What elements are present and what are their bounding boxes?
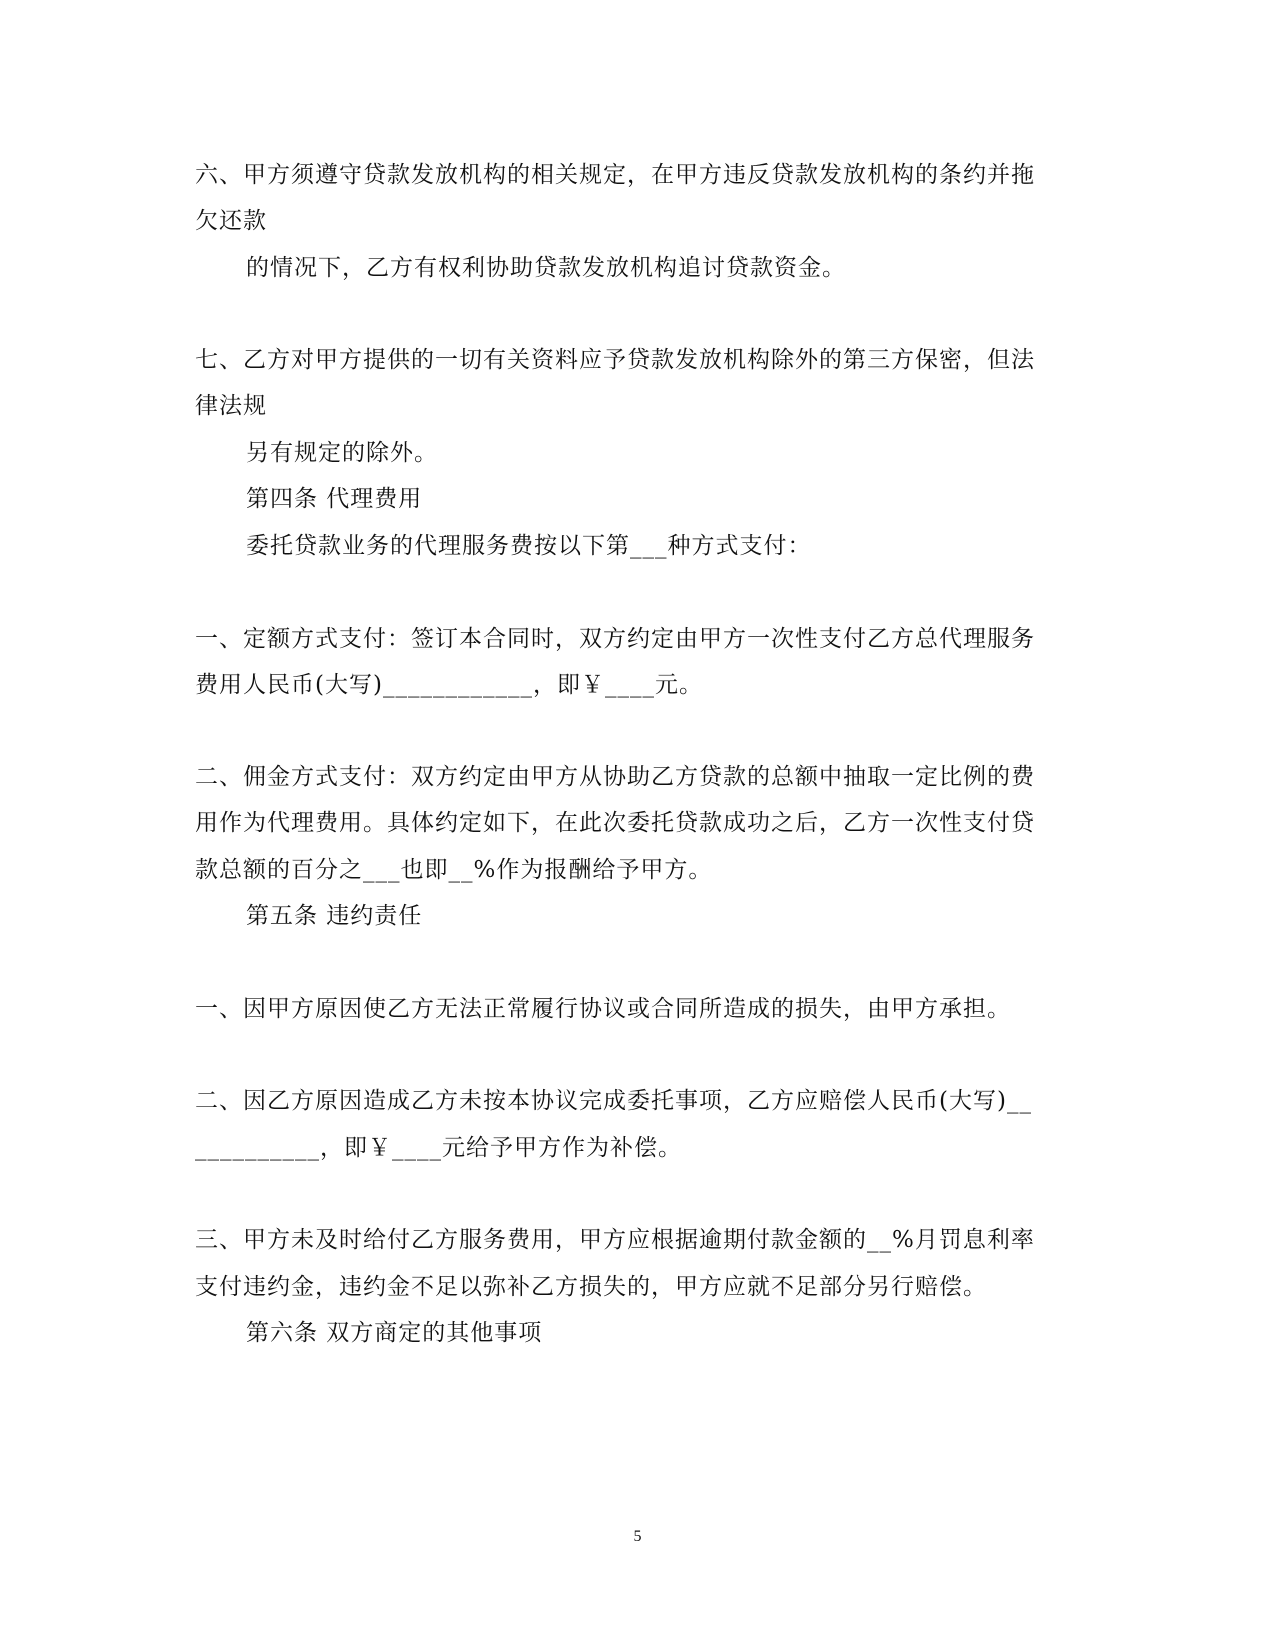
clause-6-line-2: 欠还款 <box>195 208 267 234</box>
clause-6-line-1: 六、甲方须遵守贷款发放机构的相关规定，在甲方违反贷款发放机构的条约并拖 <box>195 162 1035 188</box>
fixed-payment-line-2: 费用人民币(大写)____________，即￥____元。 <box>195 672 703 698</box>
liability-3-line-2: 支付违约金，违约金不足以弥补乙方损失的，甲方应就不足部分另行赔偿。 <box>195 1274 987 1300</box>
clause-7-line-2: 律法规 <box>195 393 267 419</box>
commission-line-2: 用作为代理费用。具体约定如下，在此次委托贷款成功之后，乙方一次性支付贷 <box>195 810 1035 836</box>
page-number: 5 <box>633 1528 642 1545</box>
clause-7-line-1: 七、乙方对甲方提供的一切有关资料应予贷款发放机构除外的第三方保密，但法 <box>195 347 1035 373</box>
liability-2-line-1: 二、因乙方原因造成乙方未按本协议完成委托事项，乙方应赔偿人民币(大写)__ <box>195 1088 1032 1114</box>
clause-7-line-3: 另有规定的除外。 <box>246 440 438 466</box>
fixed-payment-line-1: 一、定额方式支付：签订本合同时，双方约定由甲方一次性支付乙方总代理服务 <box>195 626 1035 652</box>
article-5-heading: 第五条 违约责任 <box>246 903 423 929</box>
liability-1: 一、因甲方原因使乙方无法正常履行协议或合同所造成的损失，由甲方承担。 <box>195 996 1011 1022</box>
clause-6-line-3: 的情况下，乙方有权利协助贷款发放机构追讨贷款资金。 <box>246 255 846 281</box>
article-4-heading: 第四条 代理费用 <box>246 486 423 512</box>
commission-line-3: 款总额的百分之___也即__%作为报酬给予甲方。 <box>195 857 713 883</box>
liability-3-line-1: 三、甲方未及时给付乙方服务费用，甲方应根据逾期付款金额的__%月罚息利率 <box>195 1227 1035 1253</box>
article-6-heading: 第六条 双方商定的其他事项 <box>246 1320 543 1346</box>
liability-2-line-2: __________，即￥____元给予甲方作为补偿。 <box>195 1135 682 1161</box>
commission-line-1: 二、佣金方式支付：双方约定由甲方从协助乙方贷款的总额中抽取一定比例的费 <box>195 764 1035 790</box>
article-4-intro: 委托贷款业务的代理服务费按以下第___种方式支付： <box>246 533 812 559</box>
